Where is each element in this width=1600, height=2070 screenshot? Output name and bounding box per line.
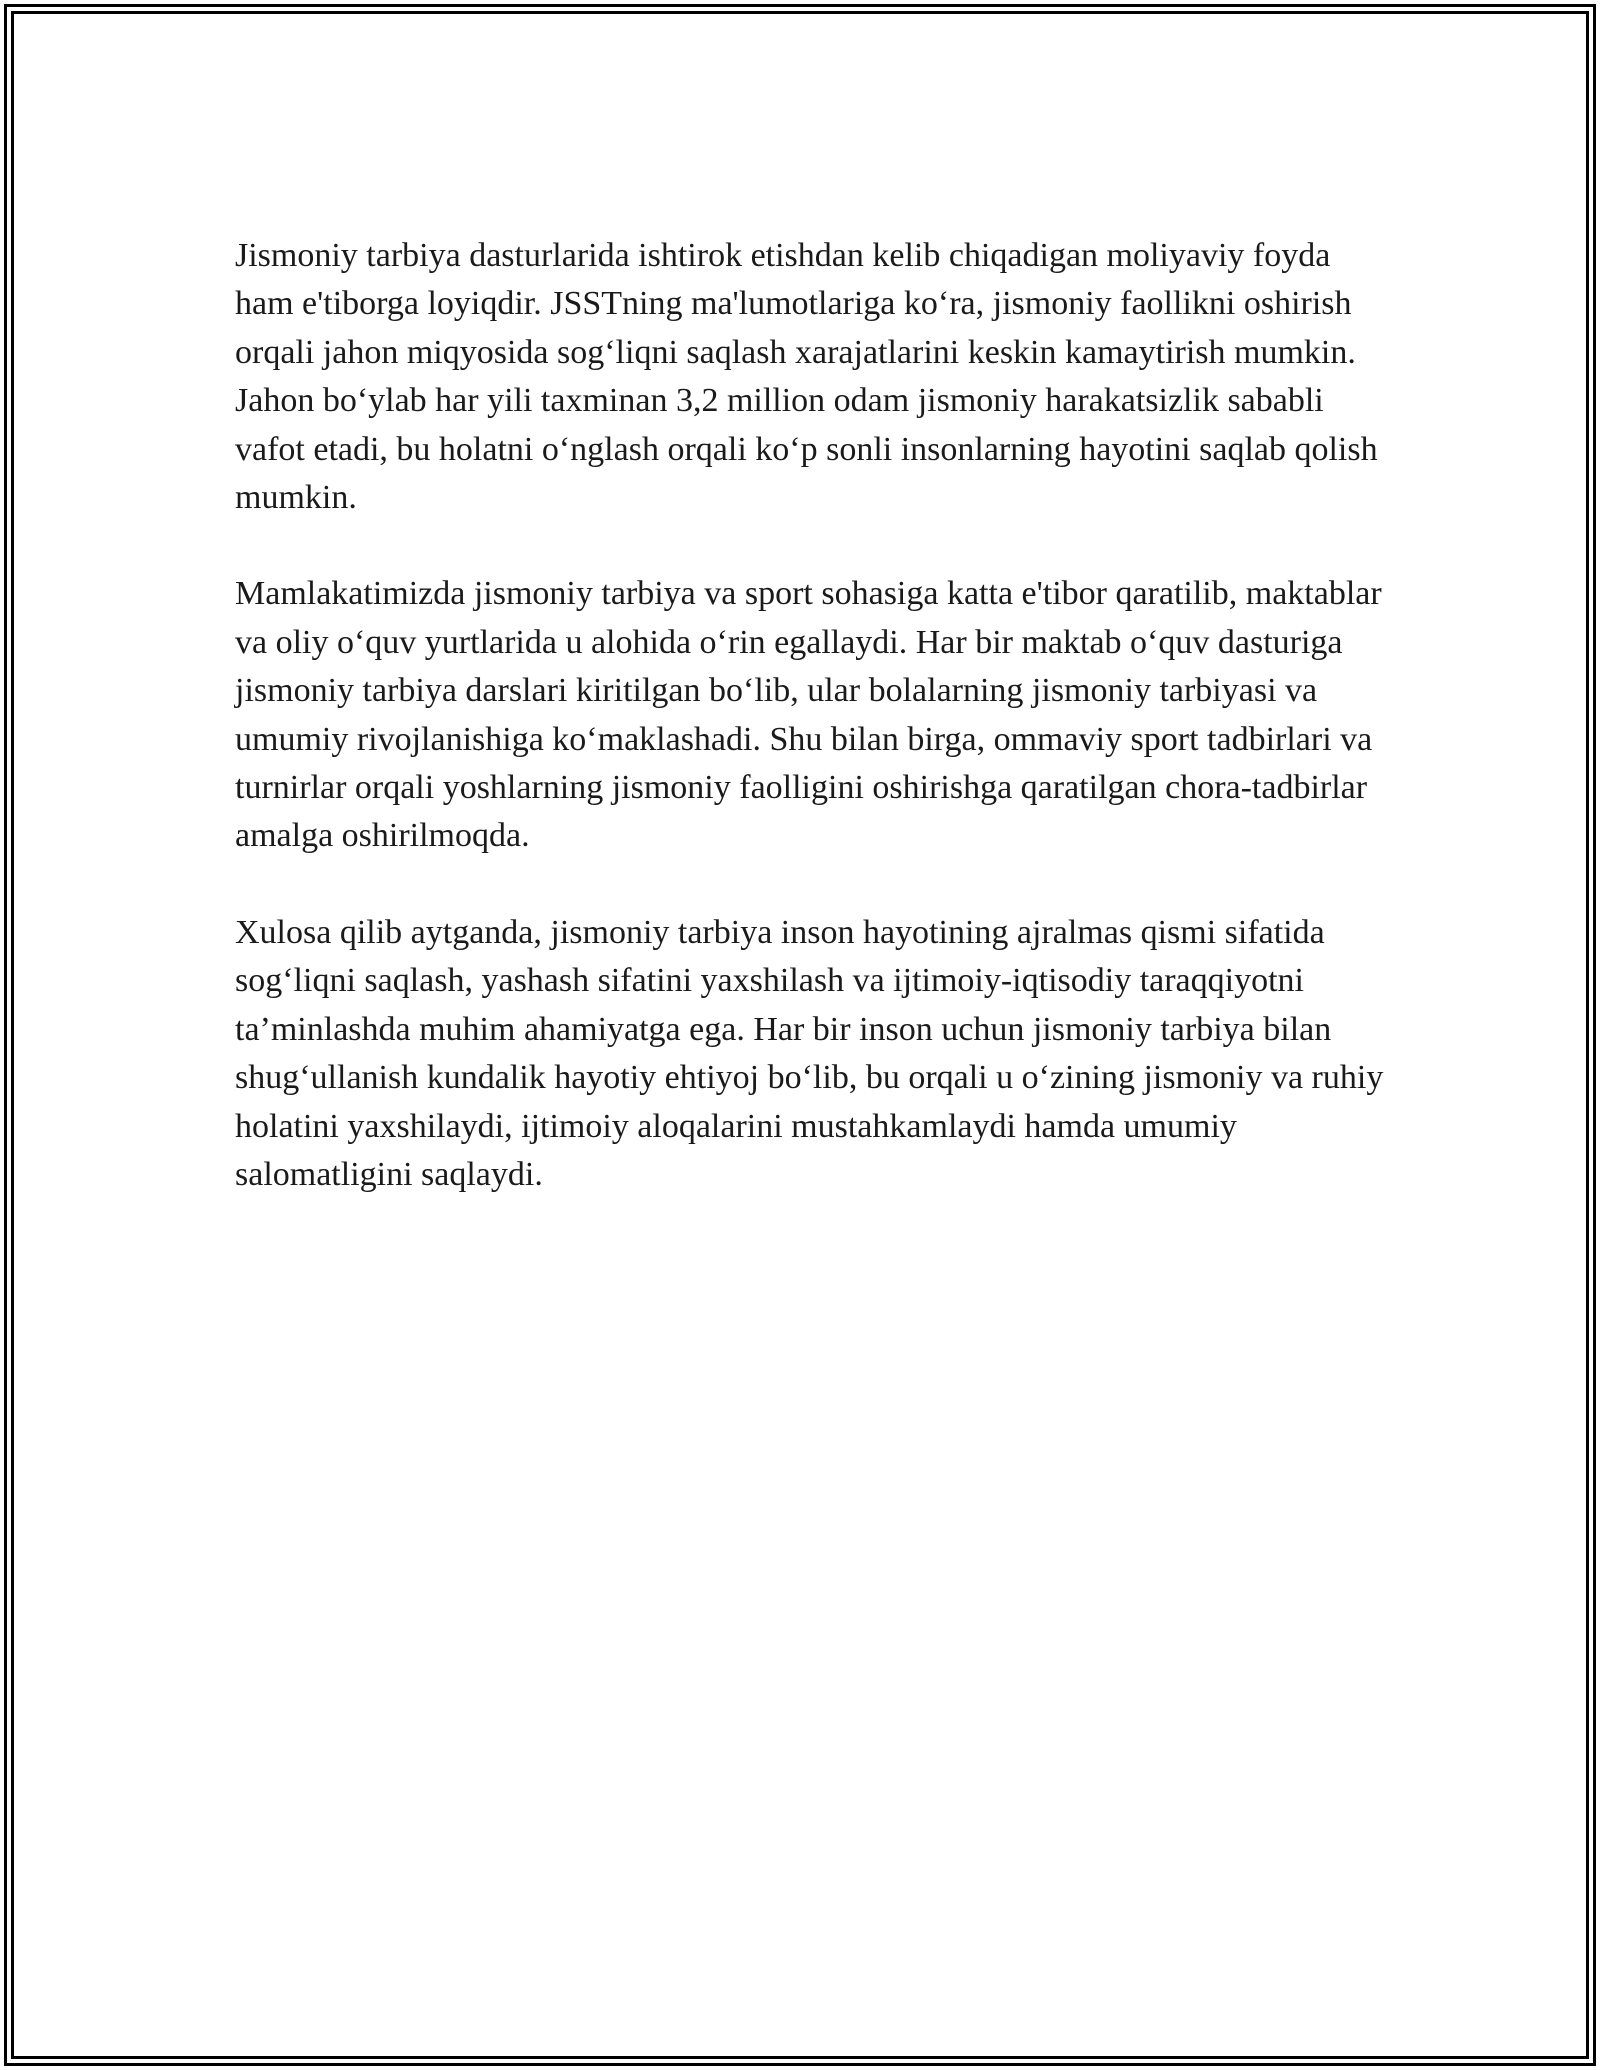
- document-body: [235, 232, 1385, 1247]
- paragraph-conclusion: Xulosa qilib aytganda, jismoniy tarbiya inson hayotining ajralmas qismi sifatida sog‘liqni saqlash, yashash sifatini yaxshilash va ijtimoiy-iqtisodiy taraqqiyotni ta’minlashda muhim ahamiyatga ega. Har bir inson uchun jismoniy tarbiya bilan shug‘ullanish kundalik hayotiy ehtiyoj bo‘lib, bu orqali u o‘zining jismoniy va ruhiy holatini yaxshilaydi, ijtimoiy aloqalarini mustahkamlaydi hamda umumiy salomatligini saqlaydi.: [235, 913, 1384, 1193]
- paragraph-national-attention: Mamlakatimizda jismoniy tarbiya va sport sohasiga katta e'tibor qaratilib, maktablar va oliy o‘quv yurtlarida u alohida o‘rin egallaydi. Har bir maktab o‘quv dasturiga jismoniy tarbiya darslari kiritilgan bo‘lib, ular bolalarning jismoniy tarbiyasi va umumiy rivojlanishiga ko‘maklashadi. Shu bilan birga, ommaviy sport tadbirlari va turnirlar orqali yoshlarning jismoniy faolligini oshirishga qaratilgan chora-tadbirlar amalga oshirilmoqda.: [235, 575, 1382, 855]
- paragraph-financial-benefit: Jismoniy tarbiya dasturlarida ishtirok etishdan kelib chiqadigan moliyaviy foyda ham e'tiborga loyiqdir. JSSTning ma'lumotlariga ko‘ra, jismoniy faollikni oshirish orqali jahon miqyosida sog‘liqni saqlash xarajatlarini keskin kamaytirish mumkin. Jahon bo‘ylab har yili taxminan 3,2 million odam jismoniy harakatsizlik sababli vafot etadi, bu holatni o‘nglash orqali ko‘p sonli insonlarning hayotini saqlab qolish mumkin.: [235, 237, 1378, 517]
